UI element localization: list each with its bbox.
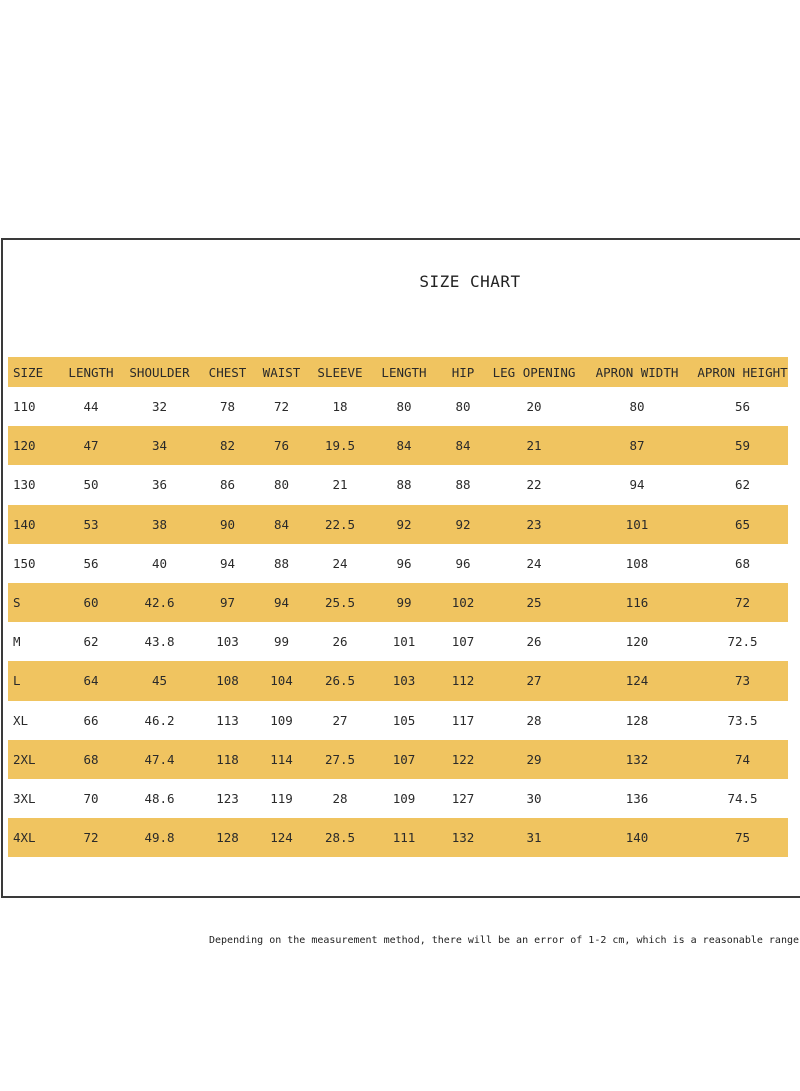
column-header: SHOULDER — [129, 364, 190, 380]
measurement-cell: 19.5 — [324, 438, 356, 454]
table-row — [8, 818, 788, 857]
measurement-cell: 23 — [526, 516, 542, 532]
measurement-cell: 136 — [625, 790, 649, 806]
measurement-cell: 64 — [83, 673, 99, 689]
measurement-cell: 99 — [273, 634, 290, 650]
measurement-cell: 94 — [219, 555, 236, 571]
size-label-cell: S — [13, 595, 21, 611]
measurement-cell: 62 — [734, 477, 751, 493]
size-label-cell: 110 — [13, 399, 36, 415]
table-row — [8, 465, 788, 504]
measurement-cell: 90 — [219, 516, 236, 532]
table-row — [8, 779, 788, 818]
measurement-cell: 56 — [83, 555, 99, 571]
table-row — [8, 426, 788, 465]
measurement-cell: 75 — [734, 830, 751, 846]
measurement-cell: 27 — [526, 673, 542, 689]
measurement-cell: 46.2 — [144, 712, 175, 728]
measurement-cell: 109 — [392, 790, 416, 806]
size-label-cell: XL — [13, 712, 29, 728]
measurement-cell: 62 — [83, 634, 99, 650]
measurement-cell: 88 — [455, 477, 471, 493]
measurement-cell: 73 — [734, 673, 751, 689]
measurement-cell: 40 — [151, 555, 168, 571]
measurement-cell: 78 — [219, 399, 236, 415]
measurement-cell: 107 — [392, 751, 416, 767]
measurement-cell: 118 — [216, 751, 239, 767]
measurement-cell: 92 — [455, 516, 471, 532]
size-label-cell: L — [13, 673, 21, 689]
measurement-cell: 107 — [451, 634, 475, 650]
size-label-cell: 4XL — [13, 830, 36, 846]
measurement-cell: 22 — [526, 477, 542, 493]
measurement-cell: 108 — [216, 673, 239, 689]
measurement-cell: 82 — [219, 438, 236, 454]
measurement-cell: 128 — [216, 830, 239, 846]
measurement-cell: 70 — [83, 790, 99, 806]
measurement-cell: 72 — [273, 399, 290, 415]
table-body — [8, 387, 788, 857]
measurement-cell: 80 — [455, 399, 471, 415]
measurement-cell: 80 — [273, 477, 290, 493]
column-header: LENGTH — [381, 364, 427, 380]
table-row — [8, 505, 788, 544]
column-header: APRON HEIGHT — [697, 364, 788, 380]
measurement-cell: 43.8 — [144, 634, 175, 650]
measurement-cell: 49.8 — [144, 830, 175, 846]
measurement-cell: 113 — [216, 712, 239, 728]
measurement-cell: 92 — [396, 516, 412, 532]
measurement-cell: 120 — [625, 634, 649, 650]
measurement-cell: 119 — [270, 790, 293, 806]
measurement-cell: 132 — [625, 751, 649, 767]
measurement-cell: 87 — [629, 438, 645, 454]
table-row — [8, 701, 788, 740]
measurement-cell: 47 — [83, 438, 99, 454]
measurement-cell: 140 — [625, 830, 649, 846]
measurement-cell: 42.6 — [144, 595, 175, 611]
measurement-cell: 38 — [151, 516, 168, 532]
measurement-cell: 28 — [526, 712, 542, 728]
size-table — [8, 357, 788, 857]
table-header-row — [8, 357, 788, 387]
measurement-cell: 84 — [273, 516, 290, 532]
measurement-cell: 26 — [526, 634, 542, 650]
measurement-cell: 50 — [83, 477, 99, 493]
table-row — [8, 544, 788, 583]
measurement-cell: 111 — [392, 830, 416, 846]
measurement-cell: 88 — [396, 477, 412, 493]
measurement-cell: 99 — [396, 595, 412, 611]
measurement-cell: 27 — [332, 712, 348, 728]
measurement-cell: 65 — [734, 516, 751, 532]
column-header: HIP — [451, 364, 475, 380]
size-label-cell: 2XL — [13, 751, 36, 767]
measurement-cell: 25.5 — [324, 595, 356, 611]
measurement-cell: 116 — [625, 595, 649, 611]
measurement-cell: 74.5 — [727, 790, 758, 806]
measurement-cell: 101 — [392, 634, 416, 650]
measurement-cell: 94 — [273, 595, 290, 611]
measurement-cell: 102 — [451, 595, 475, 611]
measurement-cell: 48.6 — [144, 790, 175, 806]
measurement-cell: 21 — [332, 477, 348, 493]
measurement-cell: 88 — [273, 555, 290, 571]
measurement-cell: 108 — [625, 555, 649, 571]
measurement-cell: 72 — [734, 595, 751, 611]
measurement-cell: 31 — [526, 830, 542, 846]
measurement-cell: 68 — [83, 751, 99, 767]
measurement-cell: 27.5 — [324, 751, 356, 767]
measurement-cell: 84 — [455, 438, 471, 454]
column-header: WAIST — [262, 364, 301, 380]
measurement-cell: 96 — [396, 555, 412, 571]
table-row — [8, 740, 788, 779]
table-row — [8, 661, 788, 700]
size-label-cell: 3XL — [13, 790, 36, 806]
measurement-cell: 21 — [526, 438, 542, 454]
measurement-cell: 76 — [273, 438, 290, 454]
measurement-cell: 127 — [451, 790, 475, 806]
measurement-cell: 72.5 — [727, 634, 758, 650]
measurement-cell: 94 — [629, 477, 645, 493]
measurement-cell: 56 — [734, 399, 751, 415]
table-row — [8, 583, 788, 622]
measurement-cell: 66 — [83, 712, 99, 728]
measurement-cell: 24 — [526, 555, 542, 571]
chart-title: SIZE CHART — [419, 272, 521, 291]
column-header: APRON WIDTH — [595, 364, 679, 380]
measurement-cell: 103 — [216, 634, 239, 650]
measurement-cell: 105 — [392, 712, 416, 728]
measurement-cell: 47.4 — [144, 751, 175, 767]
size-label-cell: M — [13, 634, 21, 650]
table-row — [8, 622, 788, 661]
measurement-cell: 44 — [83, 399, 99, 415]
measurement-cell: 32 — [151, 399, 168, 415]
column-header: LEG OPENING — [492, 364, 576, 380]
measurement-cell: 96 — [455, 555, 471, 571]
column-header: LENGTH — [68, 364, 114, 380]
measurement-footnote: Depending on the measurement method, there will be an error of 1-2 cm, which is a reasonable range — [209, 935, 800, 946]
measurement-cell: 124 — [625, 673, 649, 689]
measurement-cell: 26.5 — [324, 673, 356, 689]
measurement-cell: 28 — [332, 790, 348, 806]
size-label-cell: 120 — [13, 438, 36, 454]
measurement-cell: 60 — [83, 595, 99, 611]
size-label-cell: 130 — [13, 477, 36, 493]
measurement-cell: 74 — [734, 751, 751, 767]
measurement-cell: 128 — [625, 712, 649, 728]
measurement-cell: 122 — [451, 751, 475, 767]
size-label-cell: 140 — [13, 516, 36, 532]
table-row — [8, 387, 788, 426]
measurement-cell: 36 — [151, 477, 168, 493]
measurement-cell: 18 — [332, 399, 348, 415]
measurement-cell: 73.5 — [727, 712, 758, 728]
measurement-cell: 68 — [734, 555, 751, 571]
measurement-cell: 59 — [734, 438, 751, 454]
measurement-cell: 114 — [270, 751, 293, 767]
size-label-cell: 150 — [13, 555, 36, 571]
measurement-cell: 97 — [219, 595, 236, 611]
measurement-cell: 80 — [629, 399, 645, 415]
measurement-cell: 101 — [625, 516, 649, 532]
measurement-cell: 20 — [526, 399, 542, 415]
measurement-cell: 124 — [270, 830, 293, 846]
measurement-cell: 86 — [219, 477, 236, 493]
measurement-cell: 104 — [270, 673, 293, 689]
measurement-cell: 30 — [526, 790, 542, 806]
measurement-cell: 84 — [396, 438, 412, 454]
measurement-cell: 22.5 — [324, 516, 356, 532]
measurement-cell: 28.5 — [324, 830, 356, 846]
measurement-cell: 72 — [83, 830, 99, 846]
column-header: CHEST — [208, 364, 247, 380]
measurement-cell: 109 — [270, 712, 293, 728]
measurement-cell: 29 — [526, 751, 542, 767]
measurement-cell: 103 — [392, 673, 416, 689]
measurement-cell: 112 — [451, 673, 475, 689]
column-header: SLEEVE — [317, 364, 363, 380]
measurement-cell: 80 — [396, 399, 412, 415]
measurement-cell: 45 — [151, 673, 168, 689]
measurement-cell: 53 — [83, 516, 99, 532]
measurement-cell: 117 — [451, 712, 475, 728]
measurement-cell: 24 — [332, 555, 348, 571]
column-header: SIZE — [13, 364, 44, 380]
measurement-cell: 26 — [332, 634, 348, 650]
measurement-cell: 123 — [216, 790, 239, 806]
measurement-cell: 132 — [451, 830, 475, 846]
measurement-cell: 25 — [526, 595, 542, 611]
measurement-cell: 34 — [151, 438, 168, 454]
